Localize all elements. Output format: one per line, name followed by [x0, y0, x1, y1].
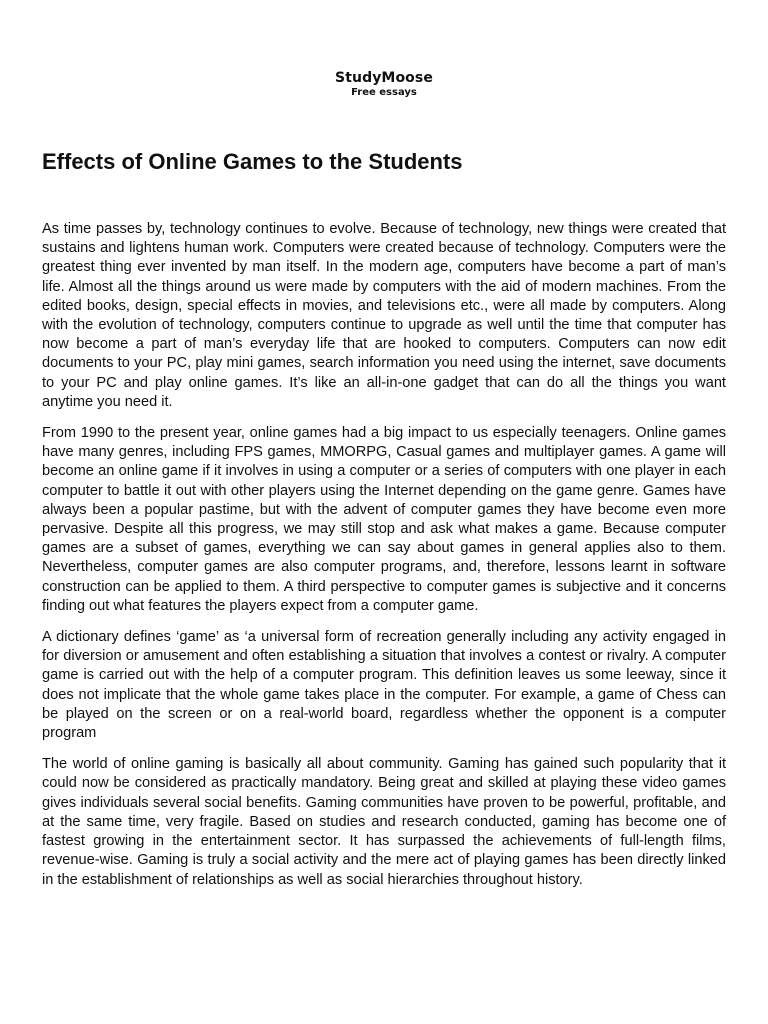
essay-paragraph: From 1990 to the present year, online games had a big impact to us especially teenagers. Online games have many genres, including FPS games, MMORPG, Casual games and multiplayer games. A game will become an online game if it involves in using a computer or a series of computers with one player in each computer to battle it out with other players using the Internet depending on the game genre. Games have always been a popular pastime, but with the advent of computer games they have become even more pervasive. Despite all this progress, we may still stop and ask what makes a game. Because computer games are a subset of games, everything we can say about games in general applies also to them. Nevertheless, computer games are also computer programs, and, therefore, lessons learnt in software construction can be applied to them. A third perspective to computer games is subjective and it concerns finding out what features the players expect from a computer game.: [42, 425, 726, 614]
brand-logo-text[interactable]: StudyMoose: [335, 70, 433, 86]
essay-paragraph: As time passes by, technology continues to evolve. Because of technology, new things were created that sustains and lightens human work. Computers were created because of technology. Computers were the greatest thing ever invented by man itself. In the modern age, computers have become a part of man’s life. Almost all the things around us were made by computers with the aid of modern machines. From the edited books, design, special effects in movies, and televisions etc., were all made by computers. Along with the evolution of technology, computers continue to upgrade as well until the time that computer has now become a part of man’s everyday life that are hooked to computers. Computers can now edit documents to your PC, play mini games, search information you need using the internet, save documents to your PC and play online games. It’s like an all-in-one gadget that can do all the things you want anytime you need it.: [42, 221, 726, 410]
essay-title: Effects of Online Games to the Students: [42, 149, 463, 174]
brand-header: [0, 70, 768, 99]
brand-tagline: Free essays: [351, 87, 417, 98]
essay-paragraph: The world of online gaming is basically all about community. Gaming has gained such popularity that it could now be considered as practically mandatory. Being great and skilled at playing these video games gives individuals several social benefits. Gaming communities have proven to be powerful, profitable, and at the same time, very fragile. Based on studies and research conducted, gaming has become one of fastest growing in the entertainment sector. It has surpassed the achievements of full-length films, revenue-wise. Gaming is truly a social activity and the mere act of playing games has been directly linked in the establishment of relationships as well as social hierarchies throughout history.: [42, 756, 726, 888]
essay-body: [42, 220, 726, 902]
essay-paragraph: A dictionary defines ‘game’ as ‘a universal form of recreation generally including any activity engaged in for diversion or amusement and often establishing a situation that involves a contest or rivalry. A computer game is carried out with the help of a computer program. This definition leaves us some leeway, since it does not implicate that the whole game takes place in the computer. For example, a game of Chess can be played on the screen or on a real-world board, regardless whether the opponent is a computer program: [42, 629, 726, 742]
